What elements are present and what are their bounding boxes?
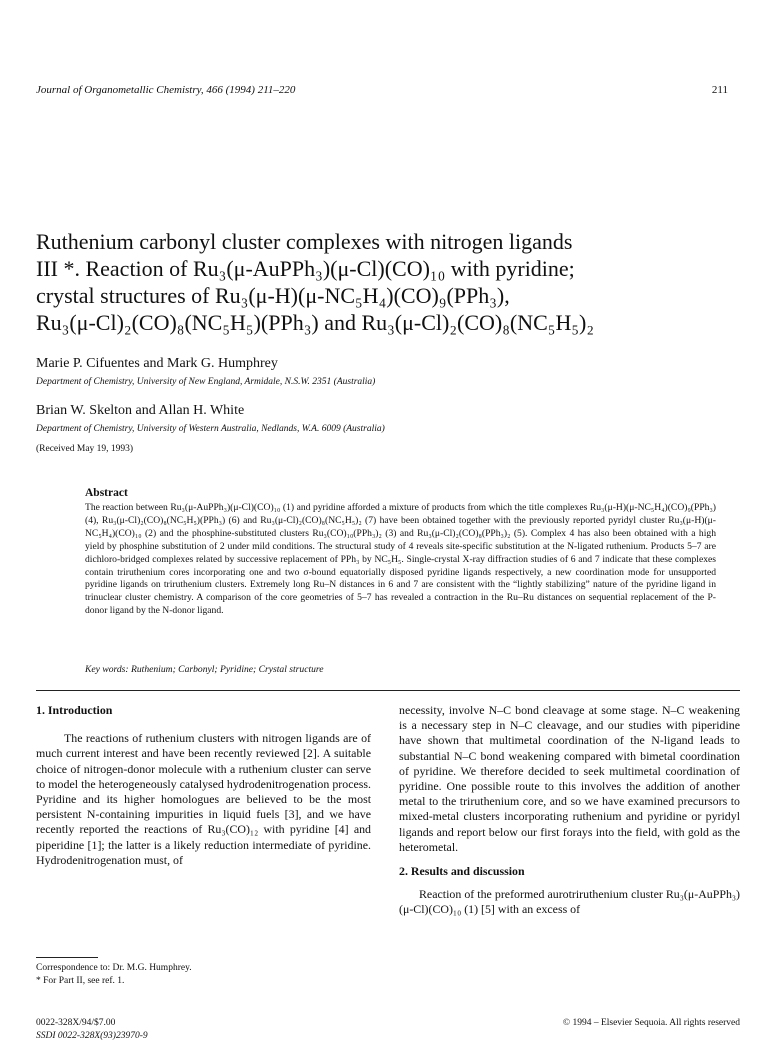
running-header [36,84,728,96]
introduction-paragraph: The reactions of ruthenium clusters with nitrogen ligands are of much current interest and have been recently reviewed [2]. A suitable choice of nitrogen-donor molecule with a ruthenium cluster can serve to model the heterogeneously catalysed hydrodenitrogenation process. Pyridine and its higher homologues are believed to be the most persistent N-containing impurities in liquid fuels [3], and we have recently reported the reactions of Ru₃(CO)₁₂ with pyridine [4] and piperidine [1]; the latter is a likely reduction intermediate of pyridine. Hydrodenitrogenation must, of [36,731,371,867]
copyright-notice: © 1994 – Elsevier Sequoia. All rights reserved [562,1018,740,1028]
abstract-heading: Abstract [85,487,128,499]
introduction-heading: 1. Introduction [36,703,113,717]
author-affiliation-1: Department of Chemistry, University of New England, Armidale, N.S.W. 2351 (Australia) [36,377,376,387]
footnote-rule [36,957,98,958]
author-names-1: Marie P. Cifuentes and Mark G. Humphrey [36,356,278,371]
footnote-part-two: * For Part II, see ref. 1. [36,976,125,986]
article-title [36,228,746,336]
title-line-2: III *. Reaction of Ru₃(μ-AuPPh₃)(μ-Cl)(CO)₁₀ with pyridine; [36,256,575,281]
results-paragraph: Reaction of the preformed aurotriruthenium cluster Ru₃(μ-AuPPh₃)(μ-Cl)(CO)₁₀ (1) [5] with an excess of [399,887,740,917]
right-column [399,703,740,918]
left-column [36,703,371,868]
ssdi-code: SSDI 0022-328X(93)23970-9 [36,1031,148,1041]
discussion-paragraph-1: necessity, involve N–C bond cleavage at some stage. N–C weakening is a necessary step in N–C cleavage, and our studies with piperidine have shown that multimetal coordination of the N-ligand leads to substantial N–C bond weakening compared with bimetal coordination of pyridine. We therefore decided to seek multimetal coordination of pyridine. One possible route to this involves the addition of another metal to the triruthenium core, and so we have examined precursors to mixed-metal clusters incorporating ruthenium and pyridine or pyridyl ligands and report below our first forays into the field, with gold as the heterometal. [399,703,740,854]
author-affiliation-2: Department of Chemistry, University of Western Australia, Nedlands, W.A. 6009 (Australia) [36,424,385,434]
section-divider [36,690,740,691]
keywords: Key words: Ruthenium; Carbonyl; Pyridine; Crystal structure [85,664,324,675]
abstract-text: The reaction between Ru₃(μ-AuPPh₃)(μ-Cl)(CO)₁₀ (1) and pyridine afforded a mixture of products from which the title complexes Ru₃(μ-H)(μ-NC₅H₄)(CO)₉(PPh₃) (4), Ru₃(μ-Cl)₂(CO)₈(NC₅H₅)(PPh₃) (6) and Ru₃(μ-Cl)₂(CO)₈(NC₅H₅)₂ (7) have been obtained together with the previously reported pyridyl cluster Ru₃(μ-H)(μ-NC₅H₄)(CO)₁₀ (2) and the phosphine-substituted clusters Ru₃(CO)₁₀(PPh₃)₂ (3) and Ru₃(μ-Cl)₂(CO)₈(PPh₃)₂ (5). Complex 4 has also been obtained with a high yield by phosphine substitution of 2 under mild conditions. The structural study of 4 reveals site-specific substitution at the N-ligated ruthenium. Products 5–7 are dichloro-bridged complexes related by successive replacement of PPh₃ by NC₅H₅. Single-crystal X-ray diffraction studies of 6 and 7 indicate that these complexes contain triruthenium cores incorporating one and two σ-bound equatorially disposed pyridine ligands respectively, a new coordination mode for unsupported pyridine ligands on triruthenium clusters. Extremely long Ru–N distances in 6 and 7 are consistent with the “lightly stabilizing” nature of the pyridine ligand in trinuclear cluster chemistry. A comparison of the core geometries of 5–7 has revealed a contraction in the Ru–Ru distances on sequential replacement of the P-donor ligand by the N-donor ligand. [85,502,716,617]
price-code: 0022-328X/94/$7.00 [36,1018,116,1028]
title-line-1: Ruthenium carbonyl cluster complexes with nitrogen ligands [36,229,573,254]
received-date: (Received May 19, 1993) [36,444,134,454]
author-names-2: Brian W. Skelton and Allan H. White [36,403,245,418]
footnote-correspondence: Correspondence to: Dr. M.G. Humphrey. [36,963,192,973]
results-heading: 2. Results and discussion [399,864,525,879]
journal-citation: Journal of Organometallic Chemistry, 466 (1994) 211–220 [36,84,296,96]
title-line-4: Ru₃(μ-Cl)₂(CO)₈(NC₅H₅)(PPh₃) and Ru₃(μ-Cl)₂(CO)₈(NC₅H₅)₂ [36,310,595,335]
title-line-3: crystal structures of Ru₃(μ-H)(μ-NC₅H₄)(CO)₉(PPh₃), [36,283,510,308]
page-number: 211 [711,84,728,96]
